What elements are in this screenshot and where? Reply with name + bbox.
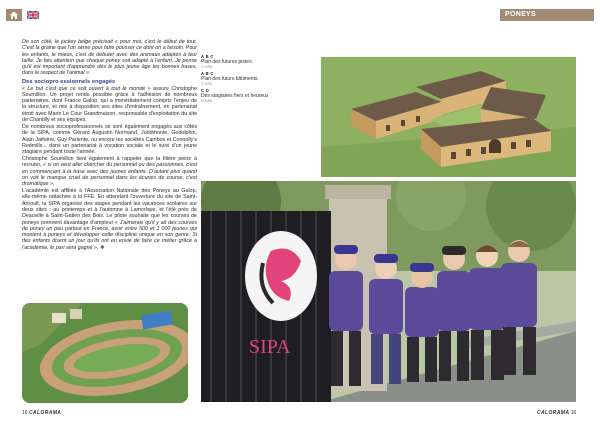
paragraph <box>22 156 197 187</box>
caption-label: A B C <box>201 71 214 76</box>
paragraph <box>22 86 197 124</box>
text-span: Christophe Soumillon tient également à rappeler que la filière peine à recruter, <box>22 156 197 169</box>
tracks-plan-image <box>22 303 188 403</box>
text-span: assure Christophe Soumillon. Un projet rendu possible grâce à l'adhésion de nombreux partenaires, dont France Galop, qui a immédiatement compris l'enjeu de la structure, et mis à disposition ses sites d'entraînement, en partenariat étroit avec Marin Le Cour Grandmaison, responsable d'exploitation du site de Chantilly et ses équipes. <box>22 85 197 124</box>
home-button[interactable] <box>6 9 22 21</box>
page-number: 16 <box>22 410 28 416</box>
end-mark: ❖ <box>99 244 105 251</box>
trainees-photo <box>201 181 576 402</box>
caption-label: C D <box>201 88 210 93</box>
caption-credit: © SIPA <box>201 82 213 87</box>
paragraph: De nombreux socioprofessionnels se sont également engagés aux côtés de la SIPA, comme Gérard Augustin Normand, Juddmonte, Godolphin, Alain Jathière, Guy Pariente, ou encore les sociétés Cambox et Connolly's Redmills... dans un partenariat à vocation sociale et le suivi d'un jeune stagiaire pendant toute l'année. <box>22 123 197 156</box>
caption-text: Plan des futures pistes. <box>201 58 253 65</box>
article-column <box>22 39 197 252</box>
page-number: 16 <box>570 410 577 416</box>
caption-buildings <box>201 71 291 88</box>
magazine-name: CALORAMA <box>537 410 570 416</box>
home-icon <box>9 10 19 20</box>
caption-credit: © SIPA <box>201 99 213 104</box>
gate-sign-text: SIPA <box>249 336 291 358</box>
section-heading: Des sociopro essionnels engagés <box>22 78 116 85</box>
paragraph-quote: De son côté, le jockey belge précisait « pour moi, c'est le début de tout. C'est la graine que l'on sème pour faire pousser ce dont on a besoin. Pour les enfants, le mieux, c'est de débuter avec des animaux adaptés à leur taille. Je fais attention que chaque poney soit adapté à l'enfant. Je pense qu'il est important d'apprendre dès le plus jeune âge les bonnes bases, dans le respect de l'animal ». <box>22 39 197 77</box>
caption-trainees <box>201 88 291 105</box>
paragraph <box>22 188 197 251</box>
footer-left <box>22 410 61 416</box>
footer-right <box>537 410 576 416</box>
buildings-plan-image <box>321 57 576 177</box>
magazine-name: CALORAMA <box>28 410 62 416</box>
caption-credit: © SIPA <box>201 65 213 70</box>
uk-flag-icon[interactable] <box>27 11 39 19</box>
text-span: L'académie est affiliée à l'Association Nationale des Poneys au Galop, elle-même rattachée à la FFE. En attendant l'ouverture du site de Saint-Arnoult, la SIPA organise des stages pendant les vacances scolaires sur deux sites : au printemps et à l'automne à Lamorlaye, et l'été près de Deauville à Saint-Gatien des Bois. Le pilote souhaite que les courses de poneys prennent davantage d'ampleur <box>22 188 197 226</box>
caption-label: A B C <box>201 54 214 59</box>
caption-text: Des stagiaires fiers et heureux <box>201 92 269 99</box>
quote-span: « J'aimerais qu'il y ait des courses de poney un peu partout en France, avoir entre 500 et 1 000 jeunes qui montent à poneys et développer cette discipline unique en son genre. Si des enfants disent un jour qu'ils ont eu envie de faire ce métier grâce à l'académie, le pari sera gagné ». <box>22 219 197 251</box>
caption-text: Plan des futurs bâtiments. <box>201 75 259 82</box>
quote-span: « si on veut aller chercher du personnel ou des passionnés, c'est en commençant à la base avec des jeunes enfants. D'autant plus quand on voit le manque cruel de personnel dans les écuries de course, c'est dramatique ». <box>22 162 197 188</box>
section-tag: PONEYS <box>500 9 594 21</box>
caption-tracks <box>201 54 291 71</box>
quote-span: « Le but c'est que ce soit ouvert à tout le monde » <box>22 85 151 92</box>
